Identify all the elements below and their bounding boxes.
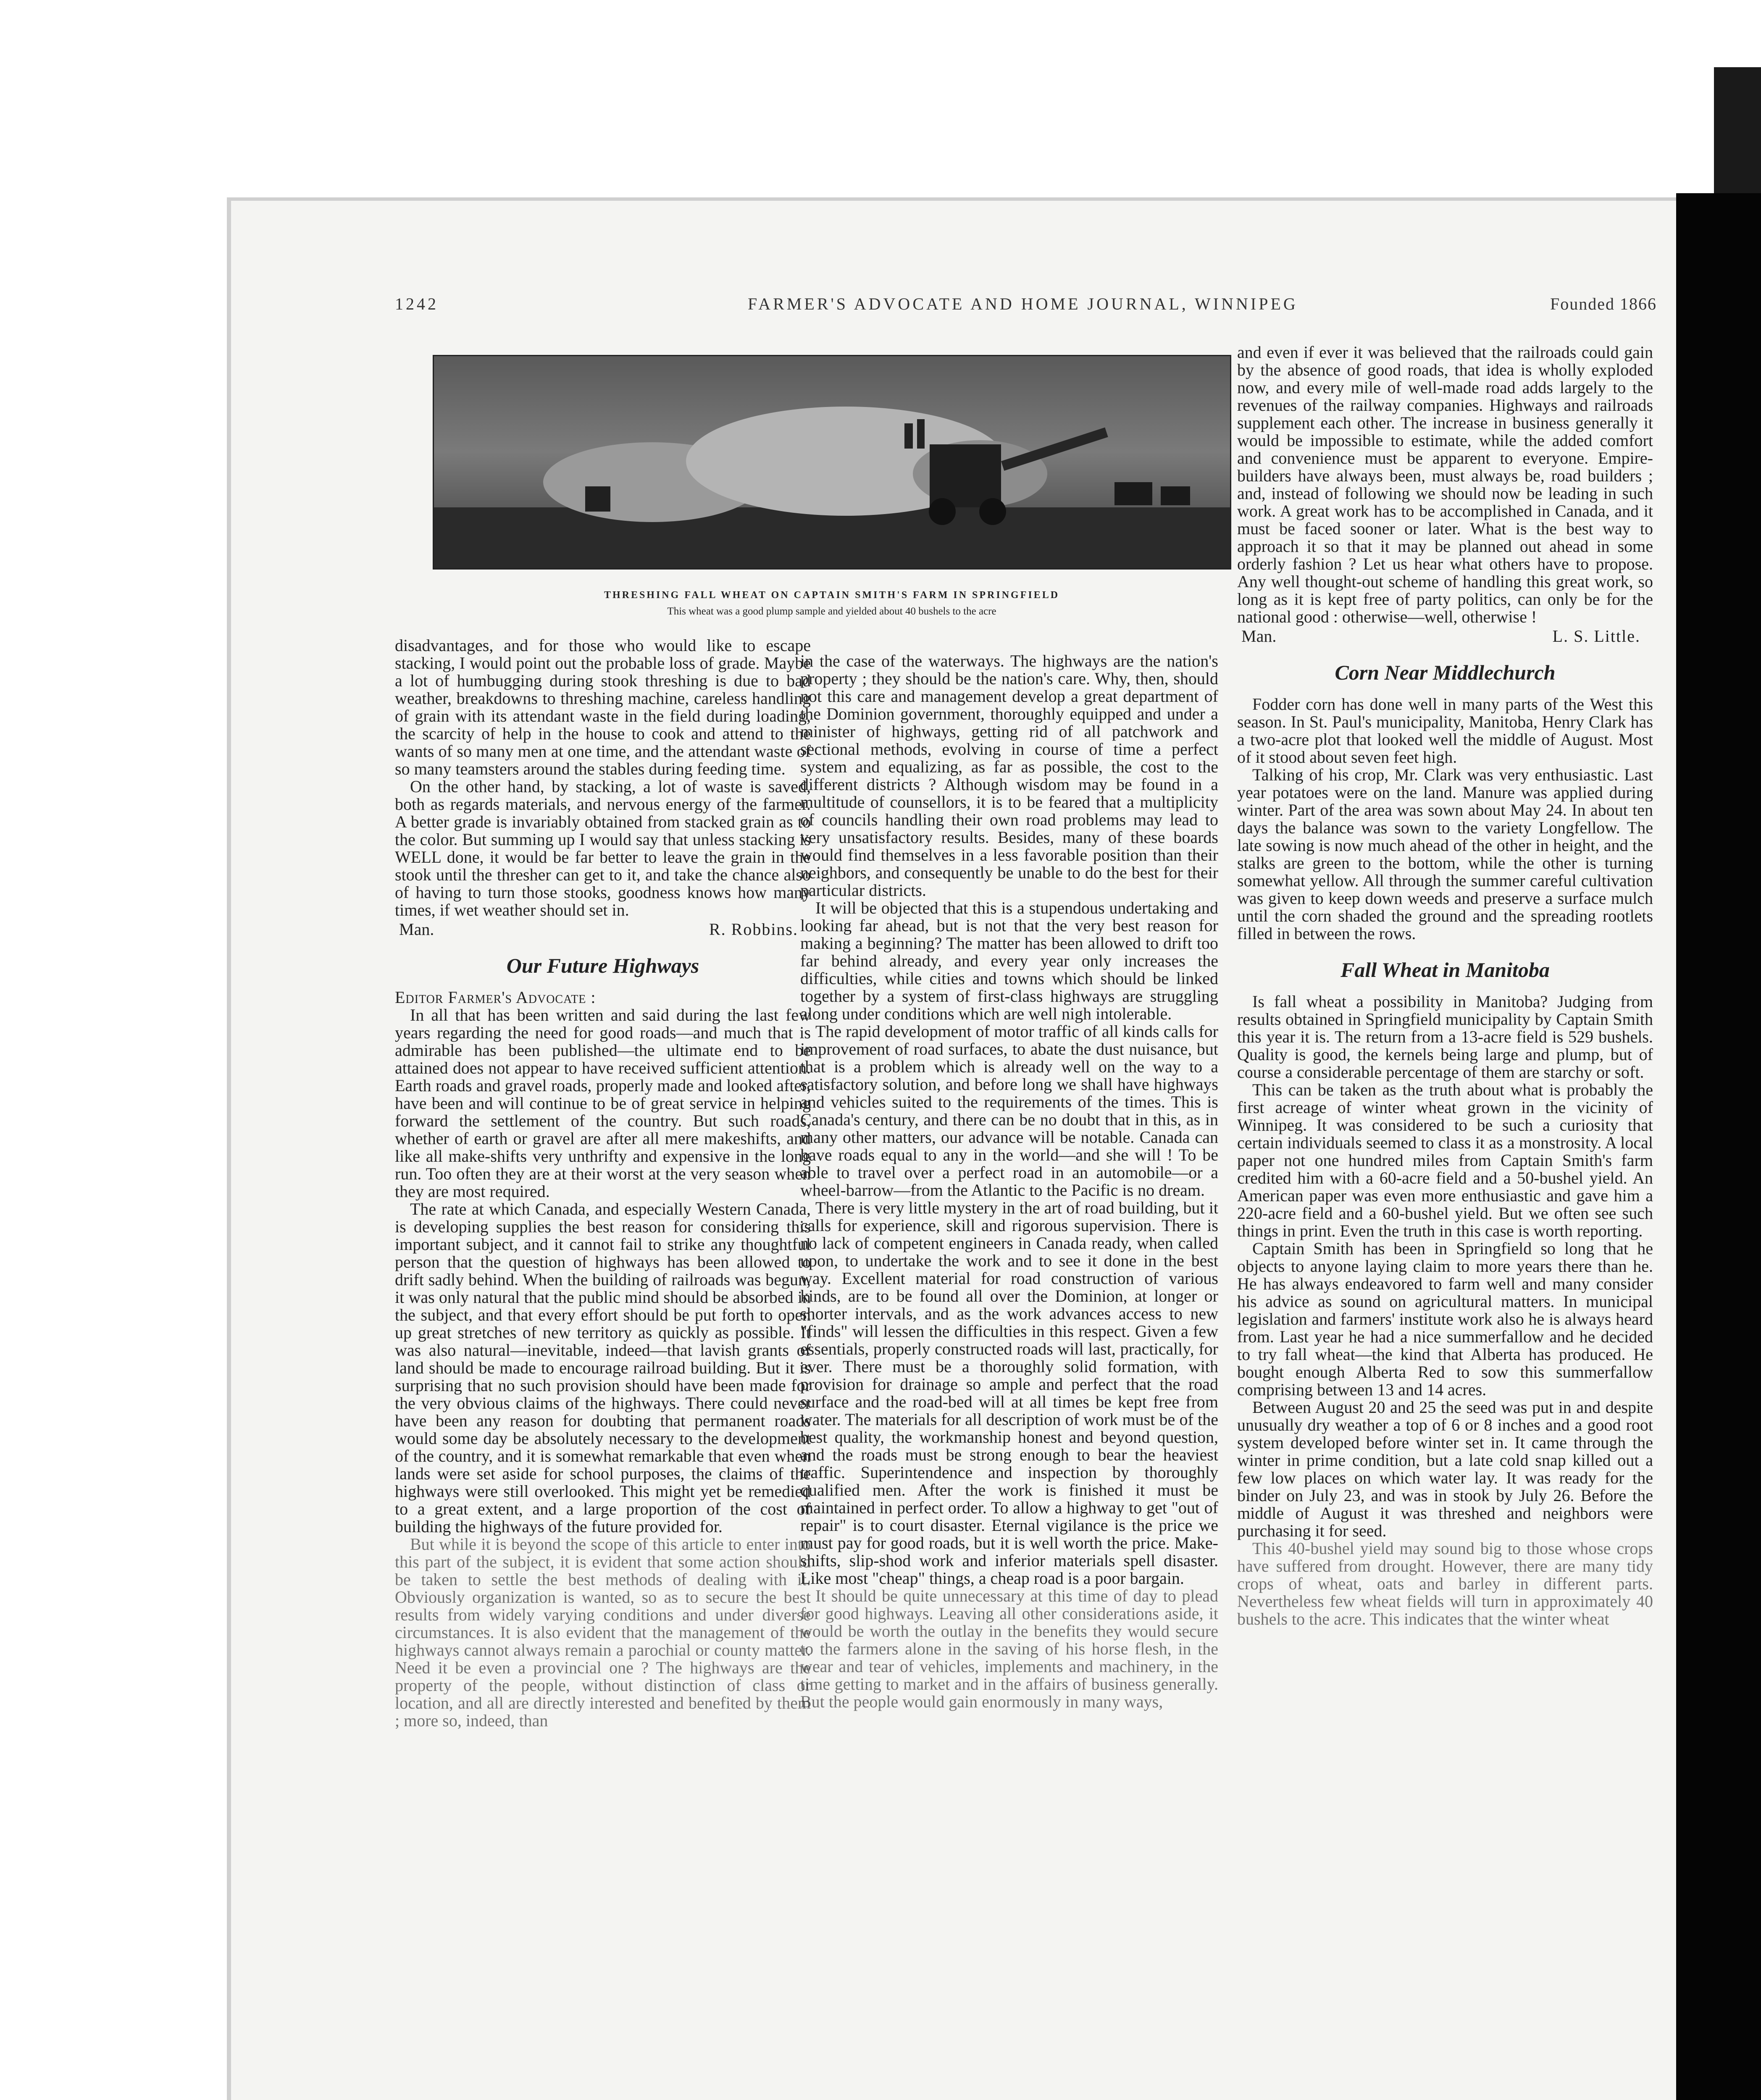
article-paragraph: Fodder corn has done well in many parts of the West this season. In St. Paul's municipality, Manitoba, Henry Clark has a two-acre plot that looked well the middle of August. Most of it stood about seven feet high. (1237, 695, 1653, 766)
article-paragraph: There is very little mystery in the art of road building, but it calls for experience, skill and rigorous supervision. There is no lack of competent engineers in Canada ready, when called upon, to undertake the work and to see it done in the best way. Excellent material for road construction of various kinds, are to be found all over the Dominion, at longer or shorter intervals, and as the work advances access to new "finds" will lessen the difficulties in this respect. Given a few essentials, properly constructed roads will last, practically, for ever. There must be a thoroughly solid formation, with provision for drainage so ample and perfect that the road surface and the road-bed will at all times be kept free from water. The materials for all description of work must be of the best quality, the workmanship honest and beyond question, and the roads must be strong enough to bear the heaviest traffic. Superintendence and inspection by thoroughly qualified men. After the work is finished it must be maintained in perfect order. To allow a highway to get "out of repair" is to court disaster. Eternal vigilance is the price we must pay for good roads, but it is well worth the price. Make-shifts, slip-shod work and inferior materials spell disaster. Like most "cheap" things, a cheap road is a poor bargain. (800, 1198, 1218, 1588)
column-middle (800, 652, 1218, 1711)
scan-edge-dark (1714, 67, 1761, 193)
article-paragraph: Captain Smith has been in Springfield so long that he objects to anyone laying claim to more years there than he. He has always endeavored to farm well and many consider his advice as sound on agricultural matters. In municipal legislation and farmers' institute work also he is always heard from. Last year he had a nice summerfallow and he decided to try fall wheat—the kind that Alberta has produced. He bought enough Alberta Red to sow this summerfallow comprising between 13 and 14 acres. (1237, 1239, 1653, 1399)
journal-title: FARMER'S ADVOCATE AND HOME JOURNAL, WINNIPEG (748, 294, 1298, 313)
photo-caption-title: THRESHING FALL WHEAT ON CAPTAIN SMITH'S FARM IN SPRINGFIELD (604, 590, 1060, 601)
signature-place: Man. (1241, 627, 1277, 646)
photo-caption-subtitle: This wheat was a good plump sample and yielded about 40 bushels to the acre (667, 606, 996, 617)
scan-right-edge (1676, 193, 1761, 2100)
article-paragraph: and even if ever it was believed that the railroads could gain by the absence of good roads, that idea is wholly exploded now, and every mile of well-made road adds largely to the revenues of the railway companies. Highways and railroads supplement each other. The increase in business generally it would be impossible to estimate, while the added comfort and convenience must be apparent to everyone. Empire-builders have always been, must always be, road builders ; and, instead of following we should now be leading in such work. A great work has to be accomplished in Canada, and it must be faced sooner or later. What is the best way to approach it so that it may be planned out ahead in some orderly fashion ? Let us hear what others have to propose. Any well thought-out scheme of handling this great work, so long as it is kept free of party politics, can only be for the national good : otherwise—well, otherwise ! (1237, 343, 1653, 626)
article-paragraph: In all that has been written and said during the last few years regarding the need for good roads—and much that is admirable has been published—the ultimate end to be attained does not appear to have received sufficient attention. Earth roads and gravel roads, properly made and looked after, have been and will continue to be of great service in helping forward the settlement of the country. But such roads, whether of earth or gravel are after all mere makeshifts, and like all make-shifts very unthrifty and expensive in the long run. Too often they are at their worst at the very season when they are most required. (395, 1005, 811, 1201)
article-paragraph: in the case of the waterways. The highways are the nation's property ; they should be the nation's care. Why, then, should not this care and management develop a great department of the Dominion government, thoroughly equipped and under a minister of highways, getting rid of all patchwork and sectional methods, evolving in course of time a perfect system and equalizing, as far as possible, the cost to the different districts ? Although wisdom may be found in a multitude of counsellors, it is to be feared that a multiplicity of councils handling their own road problems may lead to very unsatisfactory results. Besides, many of these boards would find themselves in a less favorable position than their neighbors, and consequently be unable to do the best for their particular districts. (800, 651, 1218, 900)
article-paragraph: Talking of his crop, Mr. Clark was very enthusiastic. Last year potatoes were on the land. Manure was applied during winter. Part of the area was sown about May 24. In about ten days the balance was sown to the variety Longfellow. The late sowing is now much ahead of the other in height, and the stalks are green to the bottom, while the other is turning somewhat yellow. All through the summer careful cultivation was given to keep down weeds and preserve a surface mulch until the corn shaded the ground and the spreading rootlets filled in between the rows. (1237, 765, 1653, 943)
scan-top-margin (80, 67, 1722, 193)
page-number: 1242 (395, 294, 439, 313)
signature-little (1237, 627, 1653, 645)
article-paragraph: It will be objected that this is a stupendous undertaking and looking far ahead, but is not that the very best reason for making a beginning? The matter has been allowed to drift too far behind already, and every year only increases the difficulties, while cities and towns which should be linked together by a system of first-class highways are struggling along under conditions which are well nigh intolerable. (800, 898, 1218, 1023)
heading-corn-middlechurch: Corn Near Middlechurch (1335, 661, 1556, 684)
signature-robbins (395, 921, 811, 938)
column-right (1237, 344, 1653, 1628)
heading-future-highways: Our Future Highways (506, 954, 699, 977)
editor-salutation: Editor Farmer's Advocate : (395, 988, 596, 1007)
signature-place: Man. (399, 920, 434, 939)
article-paragraph: disadvantages, and for those who would like to escape stacking, I would point out the probable loss of grade. Maybe a lot of humbugging during stook threshing is due to bad weather, breakdowns to threshing machine, careless handling of grain with its attendant waste in the field during loading, the scarcity of help in the house to cook and attend to the wants of so many men at one time, and the attendant waste of so many teamsters around the stables during feeding time. (395, 636, 811, 778)
signature-name: L. S. Little. (1552, 627, 1640, 646)
article-paragraph: Is fall wheat a possibility in Manitoba? Judging from results obtained in Springfield municipality by Captain Smith this year it is. The return from a 13-acre field is 529 bushels. Quality is good, the kernels being large and plump, but of course a considerable percentage of them are starchy or soft. (1237, 992, 1653, 1082)
article-paragraph: The rapid development of motor traffic of all kinds calls for improvement of road surfaces, to abate the dust nuisance, but that is a problem which is already well on the way to a satisfactory solution, and before long we shall have highways and vehicles suited to the requirements of the times. This is Canada's century, and there can be no doubt that in this, as in many other matters, our advance will be notable. Canada can have roads equal to any in the world—and she will ! To be able to travel over a perfect road in an automobile—or a wheel-barrow—from the Atlantic to the Pacific is no dream. (800, 1022, 1218, 1200)
article-paragraph: The rate at which Canada, and especially Western Canada, is developing supplies the best reason for considering this important subject, and it cannot fail to strike any thoughtful person that the question of highways has been allowed to drift sadly behind. When the building of railroads was begun, it was only natural that the public mind should be absorbed in the subject, and that every effort should be put forth to open up great stretches of new territory as quickly as possible. It was also natural—inevitable, indeed—that lavish grants of land should be made to encourage railroad building. But it is surprising that no such provision should have been made for the very obvious claims of the highways. There could never have been any reason for doubting that permanent roads would some day be absolutely necessary to the development of the country, and it is somewhat remarkable that even when lands were set aside for school purposes, the claims of the highways were still overlooked. This might yet be remedied to a great extent, and a large proportion of the cost of building the highways of the future provided for. (395, 1200, 811, 1536)
article-paragraph: This can be taken as the truth about what is probably the first acreage of winter wheat grown in the vicinity of Winnipeg. It was considered to be such a curiosity that certain individuals seemed to class it as a monstrosity. A local paper not one hundred miles from Captain Smith's farm credited him with a 60-acre field and a 50-bushel yield. An American paper was even more enthusiastic and gave him a 220-acre field and a 60-bushel yield. But we often see such things in print. Even the truth in this case is worth reporting. (1237, 1080, 1653, 1240)
article-paragraph: Between August 20 and 25 the seed was put in and despite unusually dry weather a top of 6 or 8 inches and a good root system developed before winter set in. It came through the winter in prime condition, but a late cold snap killed out a few low places on which water lay. It was ready for the binder on July 23, and was in stook by July 26. Before the middle of August it was threshed and neighbors were purchasing it for seed. (1237, 1398, 1653, 1540)
article-paragraph: It should be quite unnecessary at this time of day to plead for good highways. Leaving all other considerations aside, it would be worth the outlay in the benefits they would secure to the farmers alone in the saving of his horse flesh, in the wear and tear of vehicles, implements and machinery, in the time getting to market and in the affairs of business generally. But the people would gain enormously in many ways, (800, 1586, 1218, 1711)
threshing-photo (433, 355, 1231, 570)
threshing-photo-image (434, 356, 1230, 568)
article-paragraph: On the other hand, by stacking, a lot of waste is saved, both as regards materials, and nervous energy of the farmer. A better grade is invariably obtained from stacked grain as to the color. But summing up I would say that unless stacking is WELL done, it would be far better to leave the grain in the stook until the thresher can get to it, and take the chance also of having to turn those stooks, goodness knows how many times, if wet weather should set in. (395, 777, 811, 919)
article-paragraph: But while it is beyond the scope of this article to enter into this part of the subject, it is evident that some action should be taken to settle the best methods of dealing with it. Obviously organization is wanted, so as to secure the best results from widely varying conditions and under diverse circumstances. It is also evident that the management of the highways cannot always remain a parochial or county matter. Need it be even a provincial one ? The highways are the property of the people, without distinction of class or location, and all are directly interested and benefited by them ; more so, indeed, than (395, 1535, 811, 1730)
column-left (395, 637, 811, 1730)
signature-name: R. Robbins. (709, 920, 798, 939)
heading-fall-wheat: Fall Wheat in Manitoba (1340, 958, 1550, 982)
founded-year: Founded 1866 (1550, 294, 1657, 313)
article-paragraph: This 40-bushel yield may sound big to those whose crops have suffered from drought. However, there are many tidy crops of wheat, oats and barley in different parts. Nevertheless few wheat fields will turn in approximately 40 bushels to the acre. This indicates that the winter wheat (1237, 1539, 1653, 1628)
